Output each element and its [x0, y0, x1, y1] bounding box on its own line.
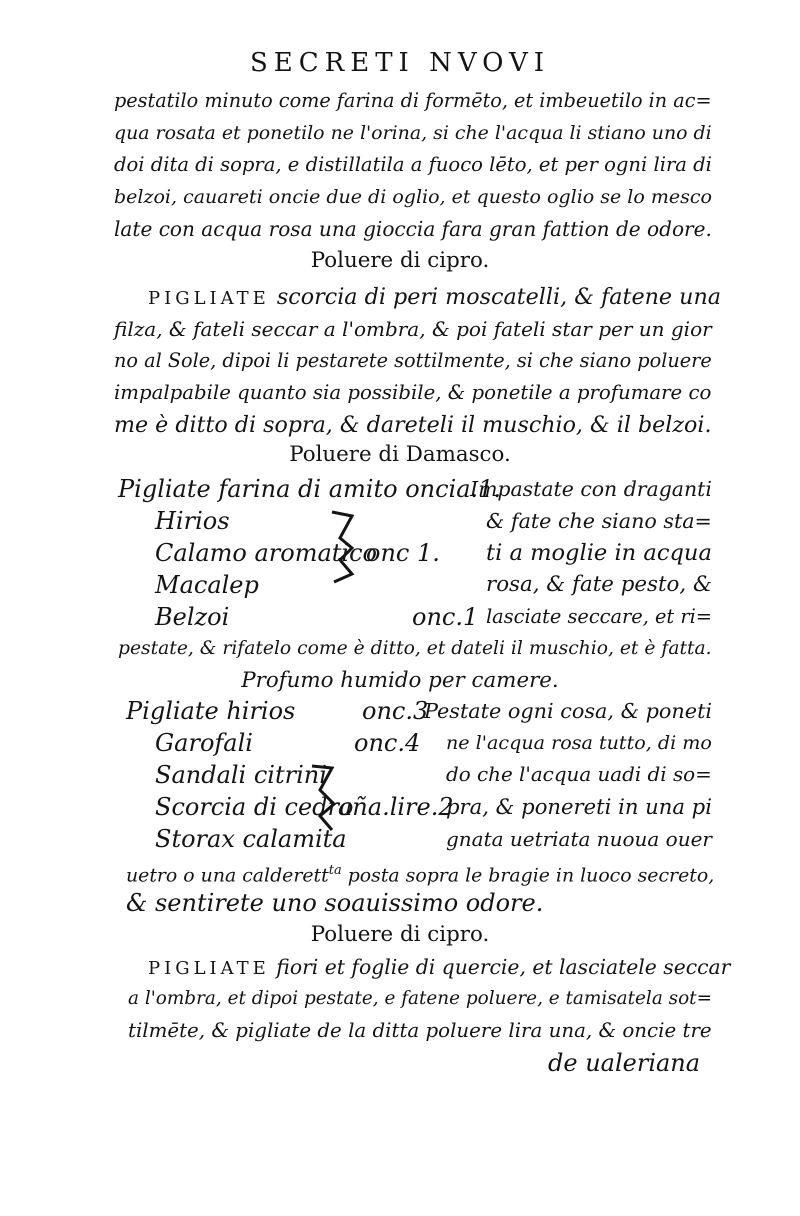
text-line: pestatilo minuto come farina di formēto, et imbeuetilo in ac=	[114, 89, 712, 112]
ingredient-name: Hirios	[155, 507, 230, 535]
text-line: filza, & fateli seccar a l'ombra, & poi fateli star per un gior	[114, 317, 712, 341]
side-text-line: Pestate ogni cosa, & poneti	[424, 699, 713, 723]
text-line	[148, 282, 721, 314]
text-line: qua rosata et ponetilo ne l'orina, si che l'acqua li stiano uno di	[114, 122, 712, 144]
ingredient-dose: onc.3	[362, 697, 429, 725]
ingredient-name: Calamo aromatico	[155, 539, 377, 567]
lead-word: PIGLIATE	[148, 958, 270, 979]
text-line: late con acqua rosa una gioccia fara gran fattion de odore.	[114, 217, 712, 241]
ingredient-dose: onc 1.	[366, 539, 440, 567]
side-text-line: ne l'acqua rosa tutto, di mo	[446, 731, 712, 754]
section-heading: Poluere di cipro.	[310, 922, 490, 947]
section-heading: Poluere di Damasco.	[289, 442, 511, 467]
side-text-line: rosa, & fate pesto, &	[486, 572, 712, 597]
ingredient-dose: aña.lire.2	[338, 793, 454, 821]
text-line: belzoi, cauareti oncie due di oglio, et questo oglio se lo mesco	[114, 186, 712, 208]
text-span: scorcia di peri moscatelli, & fatene una	[276, 284, 721, 310]
text-span: posta sopra le bragie in luoco secreto,	[341, 864, 715, 887]
ingredient-line: Pigliate farina di amito oncia.1.	[118, 475, 502, 503]
text-line: & sentirete uno soauissimo odore.	[126, 889, 544, 917]
section-heading: Profumo humido per camere.	[241, 668, 559, 693]
side-text-line: do che l'acqua uadi di so=	[446, 763, 712, 786]
running-header: SECRETI NVOVI	[249, 48, 551, 78]
ingredient-dose: onc.4	[354, 729, 421, 757]
brace-glyph	[326, 508, 360, 586]
side-text-line: ti a moglie in acqua	[486, 540, 712, 566]
side-text-line: pra, & ponereti in una pi	[446, 794, 712, 819]
text-line: tilmēte, & pigliate de la ditta poluere lira una, & oncie tre	[128, 1019, 712, 1042]
section-heading: Poluere di cipro.	[310, 248, 490, 273]
lead-word: PIGLIATE	[148, 288, 270, 309]
text-span: uetro o una calderett	[126, 864, 329, 887]
ingredient-name: Belzoi	[155, 603, 230, 631]
superscript-abbreviation: ta	[328, 863, 342, 878]
text-line	[148, 952, 730, 984]
ingredient-name: Garofali	[155, 729, 253, 757]
text-line: impalpabile quanto sia possibile, & ponetile a profumare co	[114, 381, 712, 404]
text-line: a l'ombra, et dipoi pestate, e fatene poluere, e tamisatela sot=	[128, 988, 712, 1009]
side-text-line: gnata uetriata nuoua ouer	[446, 827, 712, 851]
ingredient-name: Macalep	[155, 571, 259, 599]
ingredient-name: Storax calamita	[155, 825, 347, 853]
text-line	[126, 856, 714, 890]
brace-glyph	[306, 760, 340, 840]
side-text-line: & fate che siano sta=	[486, 509, 712, 533]
catchword: de ualeriana	[548, 1049, 701, 1077]
side-text-line: Impastate con draganti	[470, 477, 712, 501]
text-line: no al Sole, dipoi li pestarete sottilmente, si che siano poluere	[114, 349, 712, 372]
text-line: pestate, & rifatelo come è ditto, et dateli il muschio, et è fatta.	[118, 638, 712, 659]
side-text-line: lasciate seccare, et ri=	[486, 605, 712, 628]
ingredient-name: Scorcia di cedro	[155, 793, 354, 821]
ingredient-dose: onc.1	[412, 603, 479, 631]
ingredient-name: Sandali citrini	[155, 761, 327, 789]
text-line: me è ditto di sopra, & dareteli il muschio, & il belzoi.	[114, 412, 712, 438]
text-line: doi dita di sopra, e distillatila a fuoco lēto, et per ogni lira di	[114, 153, 712, 176]
ingredient-name: Pigliate hirios	[126, 697, 296, 725]
text-span: fiori et foglie di quercie, et lasciatele seccar	[276, 955, 731, 979]
